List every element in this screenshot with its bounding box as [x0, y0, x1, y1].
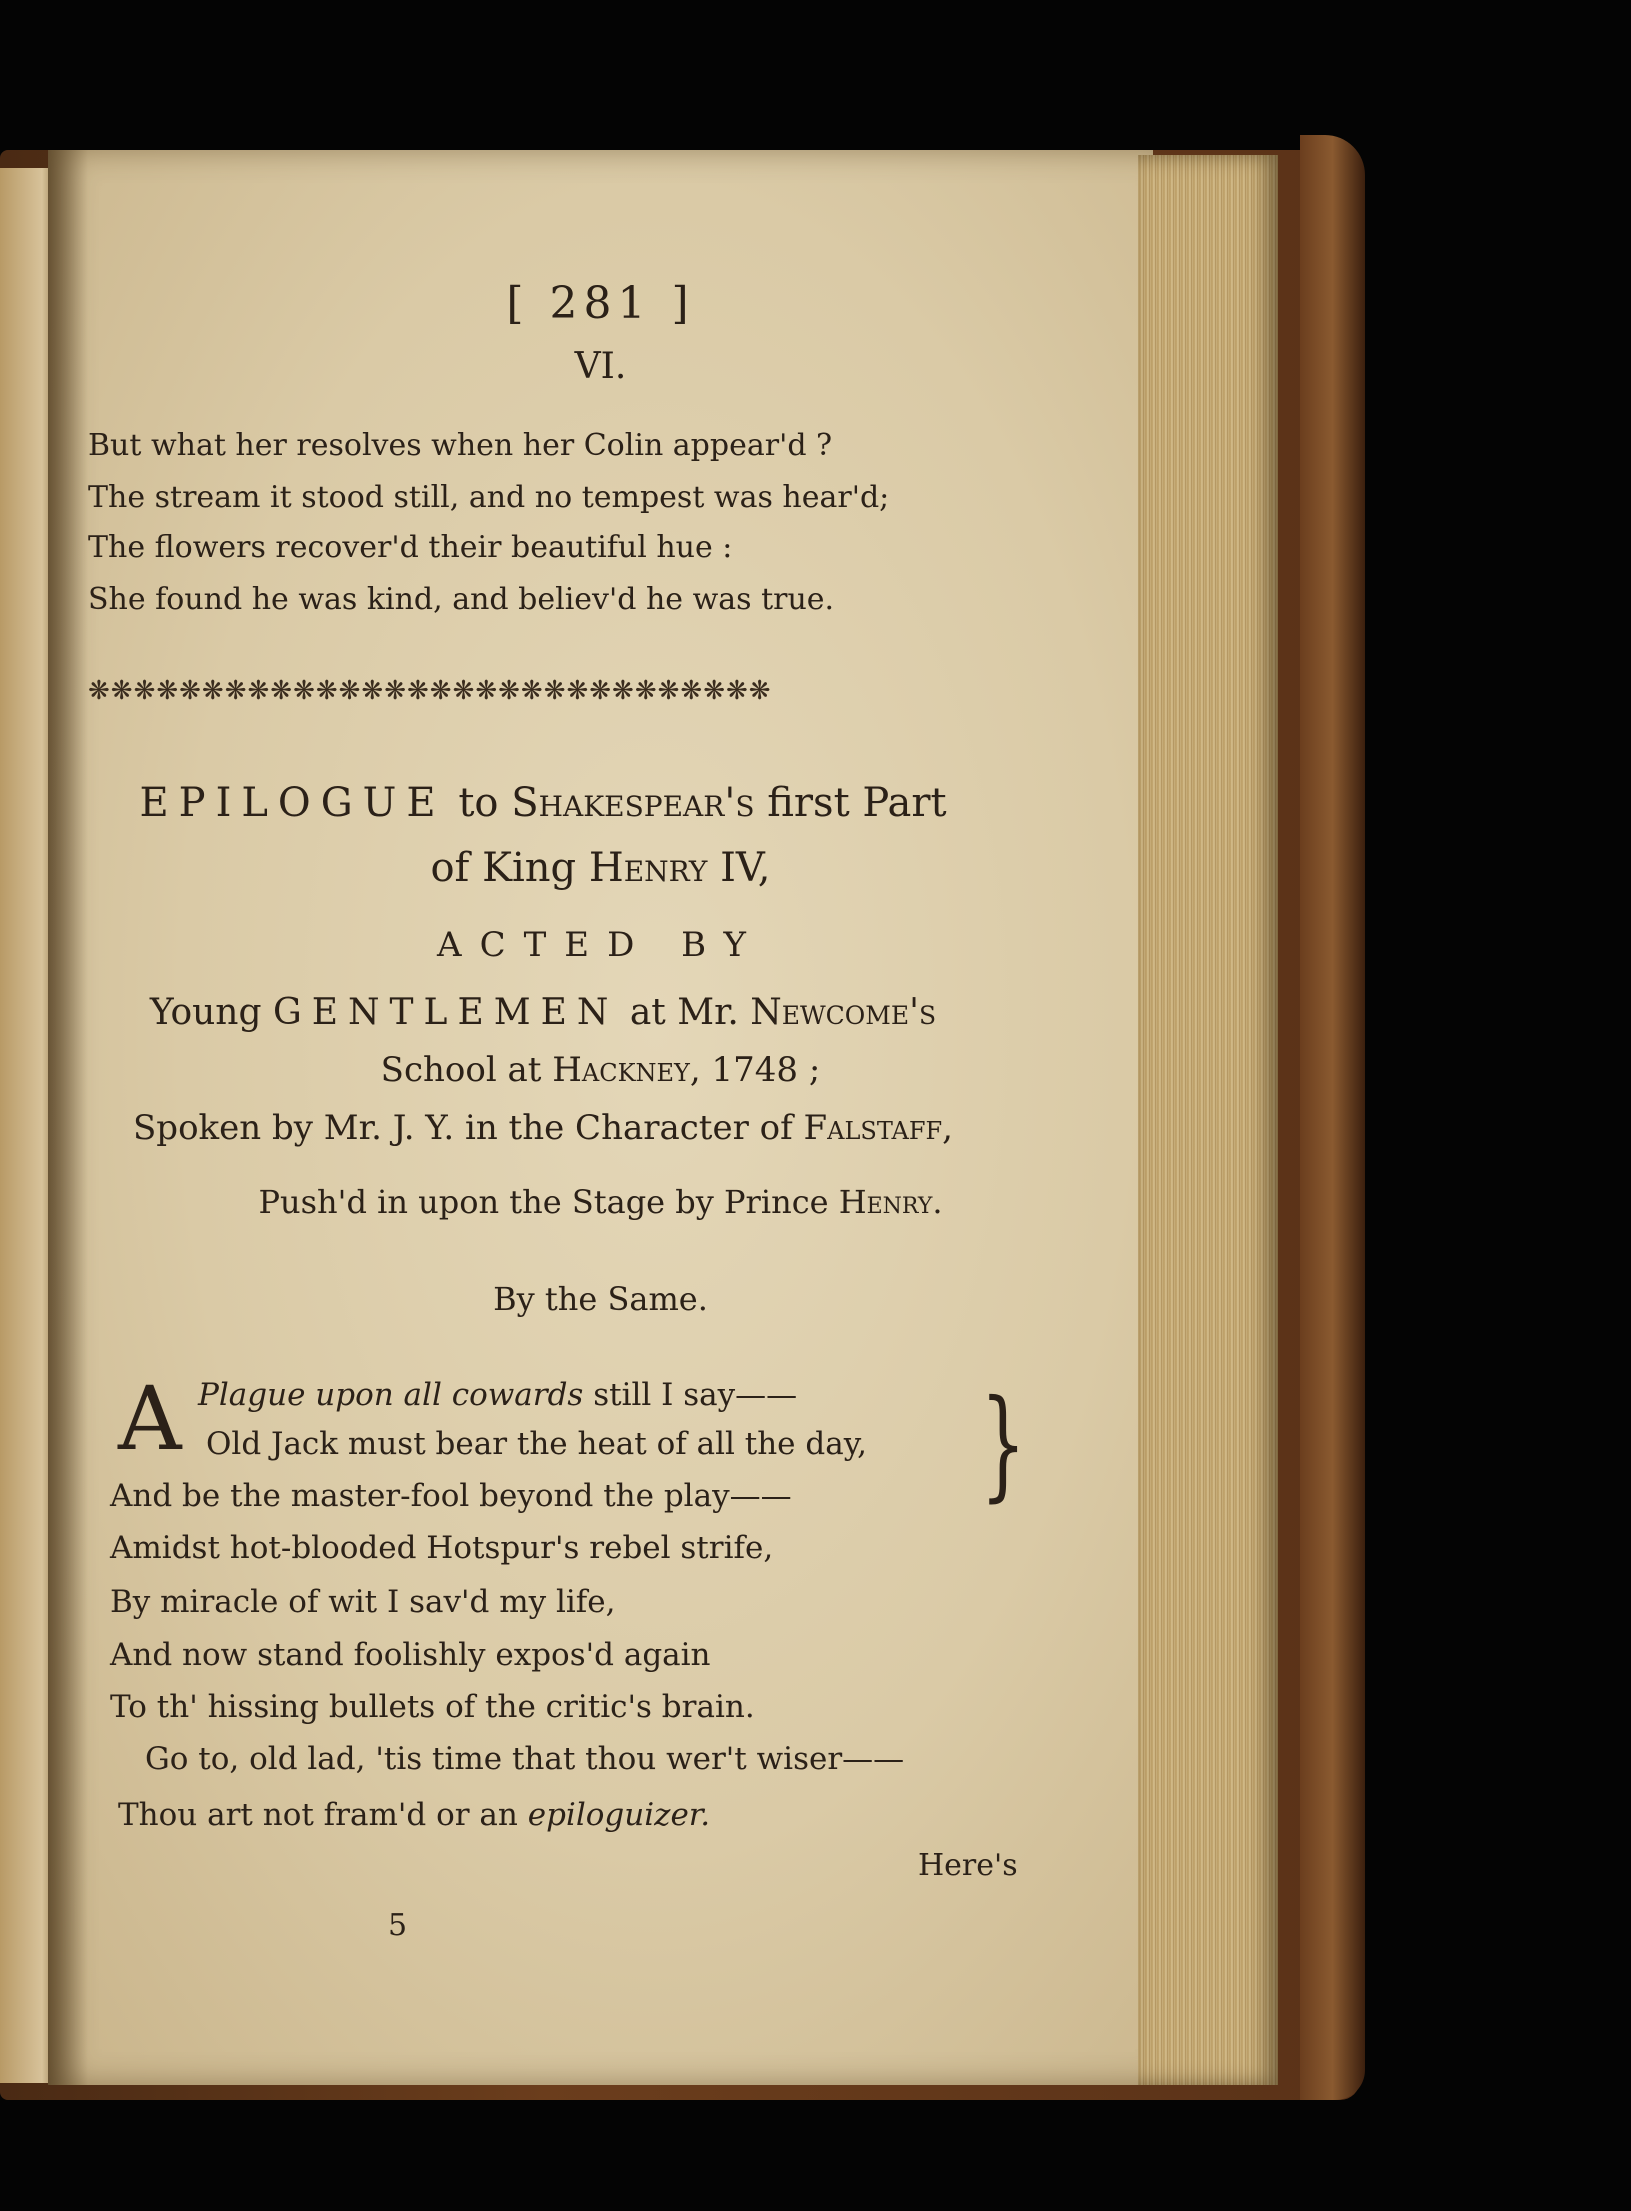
ornamental-divider: ❋❋❋❋❋❋❋❋❋❋❋❋❋❋❋❋❋❋❋❋❋❋❋❋❋❋❋❋❋❋: [88, 676, 772, 706]
signature-mark: 5: [388, 1908, 408, 1943]
attribution: By the Same.: [493, 1280, 708, 1318]
page-number: [ 281 ]: [506, 278, 695, 329]
stanza-line: The flowers recover'd their beautiful hue :: [88, 530, 733, 565]
henry-name: Henry: [588, 845, 708, 891]
spoken-by-line: [78, 1108, 1008, 1148]
poem-line: And be the master-fool beyond the play——: [110, 1478, 792, 1514]
drop-cap: A: [118, 1367, 182, 1470]
school-at: School at: [380, 1050, 542, 1090]
newcome-name: Newcome's: [750, 992, 937, 1033]
poem-line9-start: Thou art not fram'd or an: [118, 1797, 518, 1833]
hackney-name: Hackney,: [552, 1050, 701, 1090]
poem-line1-rest: still I say——: [593, 1377, 798, 1413]
catchword: Here's: [918, 1848, 1018, 1883]
stanza-line: But what her resolves when her Colin appear'd ?: [88, 428, 833, 463]
poem-line: And now stand foolishly expos'd again: [110, 1637, 711, 1673]
to-word: to: [458, 780, 499, 826]
shakespear-name: Shakespear's: [511, 780, 755, 826]
stanza-number: VI.: [574, 346, 627, 387]
page-edges: [1138, 155, 1278, 2085]
acted-by: ACTED BY: [437, 925, 764, 965]
poem-line: [118, 1797, 710, 1833]
poem-line9-italic: epiloguizer.: [527, 1797, 711, 1833]
poem-line: [198, 1377, 797, 1413]
spoken-by-text: Spoken by Mr. J. Y. in the Character of: [133, 1108, 793, 1148]
poem-line: By miracle of wit I sav'd my life,: [110, 1584, 616, 1620]
pushed-in-line: [48, 1183, 1153, 1221]
school-line: [48, 1050, 1153, 1090]
first-part: first Part: [767, 780, 947, 826]
stanza-line: The stream it stood still, and no tempest was hear'd;: [88, 480, 890, 515]
book-cover-edge: [1300, 135, 1365, 2100]
pushed-in-text: Push'd in upon the Stage by Prince: [258, 1183, 829, 1221]
falstaff-name: Falstaff,: [803, 1108, 953, 1148]
henry-numeral: IV,: [720, 845, 771, 891]
poem-line1-italic: Plague upon all cowards: [198, 1377, 584, 1413]
poem-line: Old Jack must bear the heat of all the day,: [206, 1426, 867, 1462]
poem-line: Amidst hot-blooded Hotspur's rebel strife,: [110, 1530, 774, 1566]
year: 1748 ;: [711, 1050, 821, 1090]
poem-line: Go to, old lad, 'tis time that thou wer't wiser——: [145, 1741, 905, 1777]
poem-line: To th' hissing bullets of the critic's brain.: [110, 1689, 755, 1725]
prince-henry-name: Henry.: [838, 1183, 943, 1221]
stanza-line: She found he was kind, and believ'd he was true.: [88, 582, 835, 617]
of-king: of King: [430, 845, 577, 891]
young-gentlemen-line: [88, 992, 998, 1033]
epilogue-title-line1: [88, 780, 998, 826]
young-word: Young: [149, 992, 262, 1033]
at-mr: at Mr.: [629, 992, 739, 1033]
triplet-brace: }: [980, 1375, 1027, 1514]
epilogue-title-line2: [48, 845, 1153, 891]
gentlemen-word: GENTLEMEN: [273, 992, 619, 1033]
epilogue-word: EPILOGUE: [139, 780, 446, 826]
